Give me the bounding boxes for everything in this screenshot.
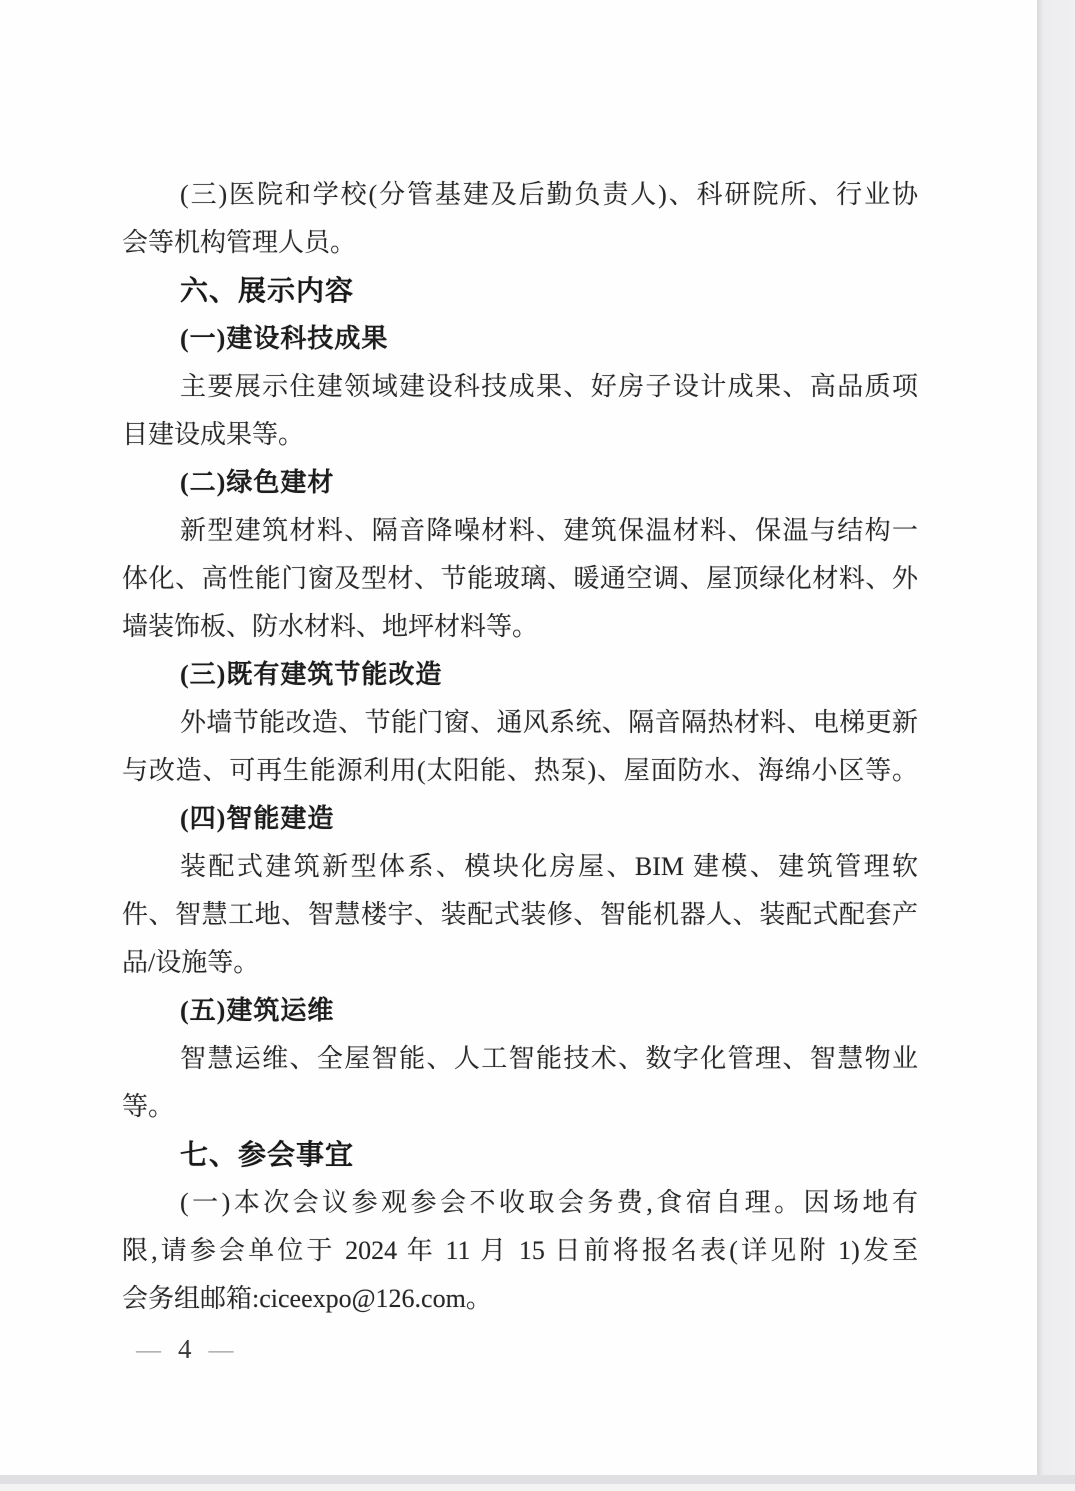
subsection-heading-construction-tech: (一)建设科技成果 — [180, 324, 389, 353]
page-number-dash-right: — — [208, 1337, 234, 1364]
body-line: 外墙节能改造、节能门窗、通风系统、隔音隔热材料、电梯更新 — [180, 708, 918, 737]
body-line-email: 会务组邮箱:ciceexpo@126.com。 — [122, 1284, 492, 1313]
body-line: 智慧运维、全屋智能、人工智能技术、数字化管理、智慧物业 — [180, 1044, 918, 1073]
document-body — [122, 171, 918, 1367]
body-line: 限,请参会单位于 2024 年 11 月 15 日前将报名表(详见附 1)发至 — [122, 1236, 918, 1265]
body-line: 墙装饰板、防水材料、地坪材料等。 — [122, 612, 539, 641]
body-line: 装配式建筑新型体系、模块化房屋、BIM 建模、建筑管理软 — [180, 852, 918, 881]
body-line: (三)医院和学校(分管基建及后勤负责人)、科研院所、行业协 — [180, 180, 918, 209]
page-number-dash-left: — — [136, 1337, 161, 1364]
subsection-heading-green-materials: (二)绿色建材 — [180, 468, 335, 497]
section-heading-exhibition-content: 六、展示内容 — [180, 275, 355, 306]
body-line: 等。 — [122, 1092, 175, 1121]
page-number — [122, 1331, 918, 1367]
subsection-heading-smart-construction: (四)智能建造 — [180, 804, 335, 833]
body-line: 体化、高性能门窗及型材、节能玻璃、暖通空调、屋顶绿化材料、外 — [122, 564, 918, 593]
body-line: 品/设施等。 — [122, 948, 260, 977]
body-line: 新型建筑材料、隔音降噪材料、建筑保温材料、保温与结构一 — [180, 516, 918, 545]
scan-edge-bottom-light — [0, 1484, 1075, 1491]
section-heading-participation: 七、参会事宜 — [180, 1139, 355, 1170]
body-line: 件、智慧工地、智慧楼宇、装配式装修、智能机器人、装配式配套产 — [122, 900, 918, 929]
subsection-heading-building-operations: (五)建筑运维 — [180, 996, 335, 1025]
scan-edge-right — [1037, 0, 1075, 1475]
subsection-heading-energy-retrofit: (三)既有建筑节能改造 — [180, 660, 443, 689]
page-number-value: 4 — [178, 1334, 192, 1364]
body-line: 目建设成果等。 — [122, 420, 305, 449]
body-line: (一)本次会议参观参会不收取会务费,食宿自理。因场地有 — [180, 1188, 918, 1217]
body-line: 主要展示住建领域建设科技成果、好房子设计成果、高品质项 — [180, 372, 918, 401]
body-line: 会等机构管理人员。 — [122, 228, 357, 257]
body-line: 与改造、可再生能源利用(太阳能、热泵)、屋面防水、海绵小区等。 — [122, 756, 918, 785]
scan-edge-bottom — [0, 1475, 1075, 1484]
